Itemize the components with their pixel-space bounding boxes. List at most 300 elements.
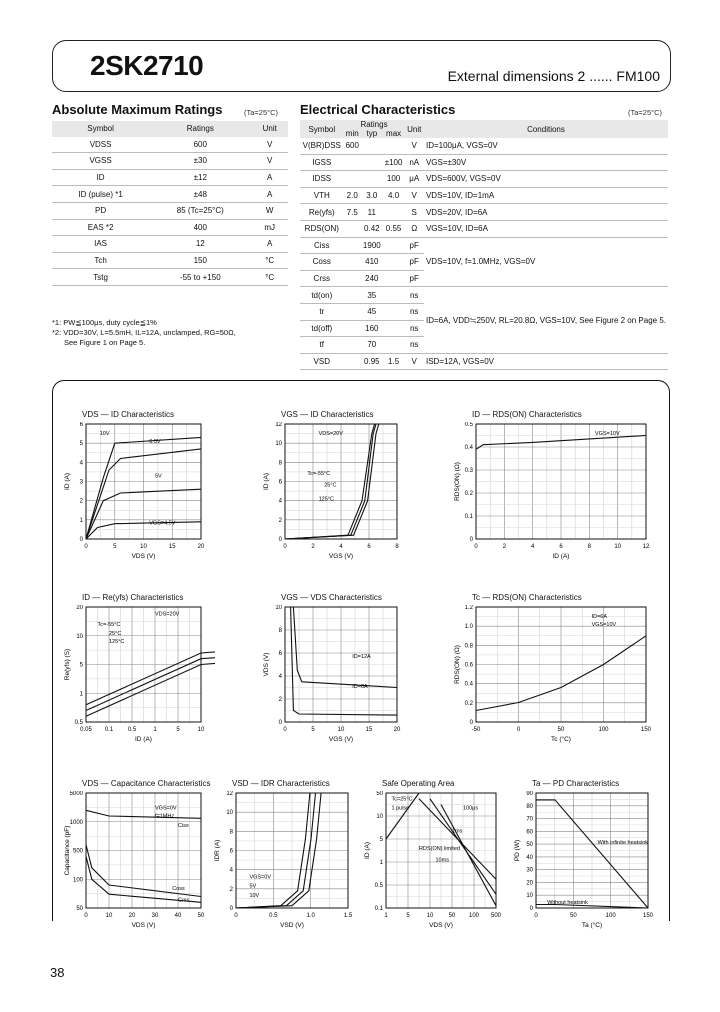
ele-min: 7.5	[344, 204, 361, 221]
ele-typ: 1900	[361, 237, 383, 254]
data-curve	[293, 607, 397, 688]
ele-unit: ns	[404, 303, 424, 320]
x-axis-label: ID (A)	[552, 553, 570, 560]
y-axis-label: RDS(ON) (Ω)	[454, 462, 461, 501]
abs-header: Symbol	[52, 121, 149, 137]
abs-unit: °C	[251, 269, 288, 286]
y-tick-label: 70	[526, 816, 533, 823]
ele-typ: 11	[361, 204, 383, 221]
y-tick-label: 3	[79, 479, 83, 486]
y-tick-label: 0.8	[464, 643, 473, 650]
ele-header: min	[344, 129, 361, 138]
y-tick-label: 6	[229, 848, 233, 855]
abs-rating: 400	[149, 219, 251, 236]
x-tick-label: 5	[406, 913, 410, 919]
x-axis-label: VGS (V)	[328, 736, 354, 743]
ele-unit: ns	[404, 337, 424, 354]
curve-label: 100μs	[463, 805, 479, 812]
ele-min	[344, 270, 361, 287]
y-tick-label: 8	[278, 460, 282, 467]
y-tick-label: 0	[278, 537, 282, 543]
y-tick-label: 0	[529, 906, 533, 912]
x-tick-label: 2	[311, 544, 315, 550]
curve-label: Tc=-55°C	[97, 621, 121, 628]
x-tick-label: 50	[569, 913, 577, 919]
ele-unit: ns	[404, 320, 424, 337]
x-tick-label: 30	[151, 913, 159, 919]
ele-min	[344, 337, 361, 354]
g6-chart	[446, 605, 660, 748]
ele-header: max	[383, 129, 405, 138]
ele-row	[300, 171, 668, 188]
ele-conditions: VDS=10V, f=1.0MHz, VGS=0V	[424, 237, 668, 287]
x-axis-label: VDS (V)	[429, 922, 453, 929]
curve-label: 10V	[99, 430, 110, 437]
abs-rating: 600	[149, 137, 251, 153]
y-tick-label: 0.4	[464, 445, 473, 451]
x-tick-label: 1	[153, 727, 157, 733]
x-tick-label: 10	[105, 913, 113, 919]
abs-unit: A	[251, 169, 288, 186]
ele-header: Conditions	[424, 120, 668, 138]
note: *2: VDD=30V, L=5.5mH, IL=12A, unclamped, RG=50Ω,	[52, 328, 236, 337]
abs-symbol: Tch	[52, 252, 149, 269]
x-tick-label: 100	[598, 727, 609, 733]
y-tick-label: 0.5	[374, 883, 383, 889]
ele-min	[344, 254, 361, 271]
x-tick-label: 10	[426, 913, 434, 919]
ele-typ	[361, 154, 383, 171]
ele-symbol: VSD	[300, 353, 344, 370]
abs-row	[52, 169, 288, 186]
y-tick-label: 0	[278, 720, 282, 726]
ele-symbol: td(on)	[300, 287, 344, 304]
data-curve	[441, 805, 496, 906]
ele-max: 100	[383, 171, 405, 188]
ele-typ: 3.0	[361, 187, 383, 204]
y-tick-label: 2	[79, 498, 83, 505]
x-tick-label: 0	[474, 544, 478, 550]
y-tick-label: 0.3	[464, 468, 473, 474]
y-axis-label: RDS(ON) (Ω)	[454, 645, 461, 684]
abs-symbol: Tstg	[52, 269, 149, 286]
y-tick-label: 10	[275, 441, 282, 448]
ele-max	[383, 204, 405, 221]
y-axis-label: VDS (V)	[263, 652, 270, 677]
ele-row	[300, 187, 668, 204]
ele-row	[300, 287, 668, 304]
g3-chart	[446, 422, 660, 565]
y-tick-label: 0.1	[464, 514, 473, 520]
g2-title: VGS — ID Characteristics	[281, 410, 374, 419]
abs-header: Ratings	[149, 121, 251, 137]
x-tick-label: 1	[384, 913, 388, 919]
x-tick-label: -50	[471, 727, 481, 733]
ele-symbol: V(BR)DSS	[300, 138, 344, 154]
ele-max	[383, 254, 405, 271]
x-tick-label: 0	[84, 913, 88, 919]
curve-label: 5V	[155, 473, 162, 480]
curve-label: VGS=10V	[591, 621, 617, 628]
y-tick-label: 500	[72, 848, 83, 855]
ele-row	[300, 154, 668, 171]
y-tick-label: 100	[72, 877, 83, 884]
curve-label: 5V	[249, 883, 257, 890]
y-tick-label: 12	[275, 422, 282, 428]
curve-label: ID=6A	[591, 613, 608, 620]
ele-max	[383, 237, 405, 254]
y-tick-label: 4	[278, 674, 282, 680]
abs-unit: V	[251, 137, 288, 153]
ele-typ: 35	[361, 287, 383, 304]
g5-chart	[255, 605, 411, 748]
ele-min	[344, 237, 361, 254]
ele-symbol: td(off)	[300, 320, 344, 337]
y-tick-label: 0.5	[464, 422, 473, 428]
ele-unit: nA	[404, 154, 424, 171]
curve-label: 1ms	[452, 828, 463, 835]
y-tick-label: 60	[526, 829, 533, 836]
note: *1: PW≦100μs, duty cycle≦1%	[52, 318, 157, 327]
y-tick-label: 0.5	[74, 720, 83, 726]
x-tick-label: 0	[534, 913, 538, 919]
y-tick-label: 6	[79, 422, 83, 428]
abs-rating: ±12	[149, 169, 251, 186]
x-tick-label: 1.0	[306, 913, 315, 919]
ele-header: Symbol	[300, 120, 344, 138]
y-tick-label: 5	[79, 441, 83, 448]
x-tick-label: 100	[605, 913, 616, 919]
curve-label: 1 pulse	[391, 805, 410, 812]
curve-label: ID=6A	[352, 683, 368, 690]
g5-title: VGS — VDS Characteristics	[281, 593, 382, 602]
x-tick-label: 40	[174, 913, 182, 919]
curve-label: 25°C	[109, 631, 122, 637]
x-tick-label: 4	[530, 544, 535, 550]
y-tick-label: 80	[526, 803, 533, 810]
abs-unit: W	[251, 202, 288, 219]
ele-symbol: RDS(ON)	[300, 220, 344, 237]
ele-conditions: VDS=600V, VGS=0V	[424, 171, 668, 188]
x-tick-label: 20	[197, 544, 205, 550]
curve-label: Ciss	[178, 822, 189, 829]
ele-symbol: VTH	[300, 187, 344, 204]
x-tick-label: 15	[365, 727, 373, 733]
y-tick-label: 2	[278, 697, 282, 703]
ele-unit: V	[404, 187, 424, 204]
ele-max	[383, 270, 405, 287]
g8-chart	[206, 791, 362, 934]
abs-rating: ±48	[149, 186, 251, 203]
curve-label: 125°C	[109, 639, 125, 646]
ele-unit: pF	[404, 254, 424, 271]
y-tick-label: 20	[526, 880, 533, 887]
abs-unit: A	[251, 236, 288, 253]
x-tick-label: 2	[502, 544, 507, 550]
x-tick-label: 50	[448, 913, 456, 919]
ele-unit: pF	[404, 237, 424, 254]
y-tick-label: 12	[226, 791, 233, 797]
abs-unit: V	[251, 153, 288, 170]
y-tick-label: 0.1	[374, 906, 383, 912]
x-tick-label: 6	[559, 544, 563, 550]
x-tick-label: 0	[283, 727, 287, 733]
ele-conditions: ID=6A, VDD≒250V, RL=20.8Ω, VGS=10V, See Figure 2 on Page 5.	[424, 287, 668, 353]
ele-typ: 0.42	[361, 220, 383, 237]
g10-chart	[506, 791, 662, 934]
x-axis-label: VGS (V)	[328, 553, 354, 560]
ele-min: 600	[344, 138, 361, 154]
ele-typ: 410	[361, 254, 383, 271]
ele-unit: pF	[404, 270, 424, 287]
y-tick-label: 1000	[69, 819, 83, 826]
y-tick-label: 30	[526, 867, 533, 874]
y-tick-label: 10	[275, 605, 282, 611]
y-axis-label: IDR (A)	[214, 839, 221, 862]
ele-row	[300, 353, 668, 370]
data-curve	[86, 630, 215, 716]
ele-typ: 160	[361, 320, 383, 337]
curve-label: RDS(ON) limited	[419, 845, 460, 852]
x-axis-label: VDS (V)	[131, 553, 156, 560]
ele-min	[344, 171, 361, 188]
abs-symbol: ID	[52, 169, 149, 186]
ele-min: 2.0	[344, 187, 361, 204]
x-tick-label: 100	[468, 913, 480, 919]
ele-typ	[361, 171, 383, 188]
abs-row	[52, 186, 288, 203]
ele-typ: 45	[361, 303, 383, 320]
curve-label: Without heatsink	[547, 899, 588, 906]
curve-label: Tc=-55°C	[307, 471, 331, 477]
abs-rating: 85 (Tc=25°C)	[149, 202, 251, 219]
ele-min	[344, 303, 361, 320]
abs-rating: ±30	[149, 153, 251, 170]
ele-min	[344, 220, 361, 237]
x-axis-label: ID (A)	[135, 736, 152, 743]
curve-label: VGS=4.5V	[149, 520, 176, 527]
abs-row	[52, 269, 288, 286]
ele-max: ±100	[383, 154, 405, 171]
ele-symbol: tf	[300, 337, 344, 354]
x-axis-label: VSD (V)	[280, 922, 304, 929]
y-axis-label: Capacitance (pF)	[64, 825, 71, 876]
abs-condition: (Ta=25°C)	[244, 108, 279, 117]
curve-label: VGS=0V	[155, 805, 177, 812]
curve-label: Crss	[178, 897, 190, 904]
y-tick-label: 0	[469, 720, 473, 726]
ele-header: typ	[361, 129, 383, 138]
x-tick-label: 50	[197, 913, 205, 919]
y-tick-label: 50	[76, 906, 83, 912]
ele-typ: 240	[361, 270, 383, 287]
note: See Figure 1 on Page 5.	[64, 338, 146, 347]
ele-unit: S	[404, 204, 424, 221]
ele-unit: V	[404, 138, 424, 154]
x-axis-label: Ta (°C)	[581, 922, 603, 929]
y-tick-label: 0	[79, 537, 83, 543]
ele-row	[300, 237, 668, 254]
ele-symbol: Coss	[300, 254, 344, 271]
y-tick-label: 8	[229, 829, 233, 836]
y-tick-label: 0	[229, 906, 233, 912]
ele-row	[300, 220, 668, 237]
ele-min	[344, 287, 361, 304]
curve-label: 25°C	[324, 482, 337, 489]
x-axis-label: VDS (V)	[131, 922, 156, 929]
y-tick-label: 6	[278, 651, 282, 657]
x-tick-label: 5	[113, 544, 117, 550]
x-tick-label: 10	[614, 544, 622, 550]
ele-unit: μA	[404, 171, 424, 188]
abs-rating: -55 to +150	[149, 269, 251, 286]
y-tick-label: 1	[79, 517, 83, 524]
y-tick-label: 40	[526, 854, 533, 861]
g3-title: ID — RDS(ON) Characteristics	[472, 410, 582, 419]
abs-symbol: PD	[52, 202, 149, 219]
x-tick-label: 8	[395, 544, 399, 550]
ele-condition: (Ta=25°C)	[628, 108, 663, 117]
g9-chart	[356, 791, 510, 934]
x-tick-label: 6	[367, 544, 371, 550]
abs-table	[52, 121, 288, 286]
g2-chart	[255, 422, 411, 565]
ele-row	[300, 138, 668, 154]
ele-conditions: ID=100μA, VGS=0V	[424, 138, 668, 154]
curve-label: ID=12A	[352, 654, 371, 660]
y-tick-label: 10	[376, 814, 383, 820]
abs-symbol: VGSS	[52, 153, 149, 170]
y-tick-label: 2	[229, 886, 233, 893]
x-tick-label: 10	[337, 727, 345, 733]
x-tick-label: 5	[311, 727, 315, 733]
ele-unit: Ω	[404, 220, 424, 237]
x-tick-label: 150	[640, 727, 652, 733]
g7-title: VDS — Capacitance Characteristics	[82, 779, 211, 788]
y-tick-label: 0.4	[464, 681, 473, 688]
y-tick-label: 5000	[69, 791, 83, 797]
y-tick-label: 50	[376, 791, 383, 797]
x-tick-label: 150	[642, 913, 654, 919]
abs-notes	[52, 318, 292, 348]
abs-rating: 12	[149, 236, 251, 253]
g4-chart	[56, 605, 215, 748]
ele-typ: 70	[361, 337, 383, 354]
ele-max: 1.5	[383, 353, 405, 370]
abs-title: Absolute Maximum Ratings	[52, 102, 223, 117]
ele-max: 4.0	[383, 187, 405, 204]
y-tick-label: 1.0	[464, 624, 473, 631]
abs-symbol: EAS *2	[52, 219, 149, 236]
external-dimensions: External dimensions 2 ...... FM100	[447, 68, 660, 84]
g9-title: Safe Operating Area	[382, 779, 455, 788]
curve-label: VDS=20V	[318, 430, 343, 437]
curve-label: VGS=10V	[595, 430, 620, 437]
y-tick-label: 4	[278, 498, 282, 505]
ele-conditions: VGS=±30V	[424, 154, 668, 171]
ele-typ	[361, 138, 383, 154]
g7-chart	[56, 791, 215, 934]
y-tick-label: 5	[379, 837, 383, 843]
y-tick-label: 5	[79, 662, 83, 669]
curve-label: 6.5V	[149, 438, 161, 445]
y-tick-label: 50	[526, 842, 533, 849]
y-tick-label: 10	[526, 893, 533, 900]
ele-conditions: ISD=12A, VGS=0V	[424, 353, 668, 370]
ele-max	[383, 320, 405, 337]
ele-max	[383, 303, 405, 320]
ele-header: Ratings	[344, 120, 405, 129]
ele-symbol: tr	[300, 303, 344, 320]
ele-unit: V	[404, 353, 424, 370]
ele-header: Unit	[404, 120, 424, 138]
x-tick-label: 1.5	[343, 913, 353, 919]
abs-symbol: VDSS	[52, 137, 149, 153]
abs-row	[52, 202, 288, 219]
ele-max	[383, 287, 405, 304]
y-tick-label: 90	[526, 791, 533, 797]
curve-label: 10ms	[435, 857, 449, 864]
x-tick-label: 20	[393, 727, 401, 733]
ele-table	[300, 120, 668, 370]
x-tick-label: 12	[642, 544, 650, 550]
y-tick-label: 1	[379, 860, 383, 866]
y-axis-label: ID (A)	[64, 473, 71, 490]
y-tick-label: 6	[278, 479, 282, 486]
ele-symbol: IDSS	[300, 171, 344, 188]
y-tick-label: 8	[278, 628, 282, 634]
x-tick-label: 8	[587, 544, 592, 550]
ele-max: 0.55	[383, 220, 405, 237]
curve-label: VGS=0V	[249, 874, 272, 881]
g6-title: Tc — RDS(ON) Characteristics	[472, 593, 582, 602]
abs-unit: mJ	[251, 219, 288, 236]
abs-row	[52, 153, 288, 170]
curve-label: 10V	[249, 892, 260, 899]
g1-title: VDS — ID Characteristics	[82, 410, 175, 419]
x-tick-label: 0	[84, 544, 88, 550]
part-number: 2SK2710	[90, 50, 204, 81]
x-tick-label: 0	[516, 727, 521, 733]
ele-symbol: IGSS	[300, 154, 344, 171]
x-tick-label: 15	[168, 544, 176, 550]
abs-row	[52, 252, 288, 269]
x-tick-label: 0.5	[127, 727, 137, 733]
abs-rating: 150	[149, 252, 251, 269]
abs-header: Unit	[251, 121, 288, 137]
y-tick-label: 0	[469, 537, 473, 543]
y-axis-label: ID (A)	[364, 842, 371, 859]
ele-symbol: Ciss	[300, 237, 344, 254]
y-tick-label: 2	[278, 517, 282, 524]
x-tick-label: 5	[176, 727, 180, 733]
abs-unit: °C	[251, 252, 288, 269]
ele-max	[383, 138, 405, 154]
y-tick-label: 10	[76, 633, 83, 640]
y-tick-label: 0.2	[464, 491, 473, 497]
y-tick-label: 4	[229, 867, 233, 874]
y-tick-label: 20	[76, 605, 83, 611]
y-axis-label: ID (A)	[263, 473, 270, 490]
g10-title: Ta — PD Characteristics	[532, 779, 620, 788]
y-tick-label: 10	[226, 810, 233, 817]
ele-conditions: VGS=10V, ID=6A	[424, 220, 668, 237]
curve-label: f=1MHz	[155, 813, 175, 820]
ele-min	[344, 154, 361, 171]
x-tick-label: 4	[339, 544, 343, 550]
curve-label: Coss	[172, 886, 185, 892]
ele-symbol: Re(yfs)	[300, 204, 344, 221]
